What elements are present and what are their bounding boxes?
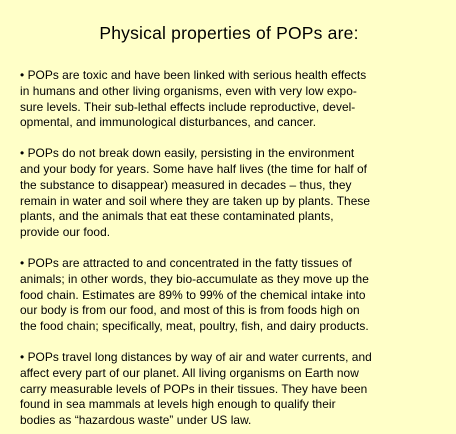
page-title: Physical properties of POPs are: xyxy=(99,23,359,43)
paragraph-line: plants, and the animals that eat these contaminated plants, xyxy=(20,209,334,224)
paragraph-line: affect every part of our planet. All living organisms on Earth now xyxy=(20,365,359,380)
paragraph-line: opmental, and immunological disturbances, and cancer. xyxy=(20,115,317,130)
paragraph-toxicity xyxy=(20,68,438,131)
paragraph-line: • POPs are toxic and have been linked with serious health effects xyxy=(20,68,367,82)
paragraph-line: • POPs do not break down easily, persisting in the environment xyxy=(20,146,355,161)
paragraph-line: the substance to disappear) measured in decades – thus, they xyxy=(20,177,352,192)
paragraph-line: carry measurable levels of POPs in their tissues. They have been xyxy=(20,381,368,396)
paragraph-line: food chain. Estimates are 89% to 99% of the chemical intake into xyxy=(20,287,366,302)
paragraph-line: bodies as “hazardous waste” under US law. xyxy=(20,413,252,428)
paragraph-line: • POPs travel long distances by way of air and water currents, and xyxy=(20,349,372,364)
paragraph-line: remain in water and soil where they are taken up by plants. These xyxy=(20,193,371,208)
paragraph-bioaccumulation xyxy=(20,256,438,335)
paragraph-line: • POPs are attracted to and concentrated in the fatty tissues of xyxy=(20,255,352,270)
paragraph-line: animals; in other words, they bio-accumulate as they move up the xyxy=(20,271,369,286)
paragraph-long-range-transport xyxy=(20,350,438,429)
paragraph-line: our body is from our food, and most of this is from foods high on xyxy=(20,303,360,318)
paragraph-line: found in sea mammals at levels high enough to qualify their xyxy=(20,397,336,412)
paragraph-line: the food chain; specifically, meat, poultry, fish, and dairy products. xyxy=(20,319,369,334)
paragraph-line: sure levels. Their sub-lethal effects include reproductive, devel- xyxy=(20,99,356,114)
paragraph-line: in humans and other living organisms, even with very low expo- xyxy=(20,83,357,98)
paragraph-persistence xyxy=(20,146,438,241)
paragraph-line: and your body for years. Some have half lives (the time for half of xyxy=(20,161,368,176)
paragraph-line: provide our food. xyxy=(20,225,111,240)
